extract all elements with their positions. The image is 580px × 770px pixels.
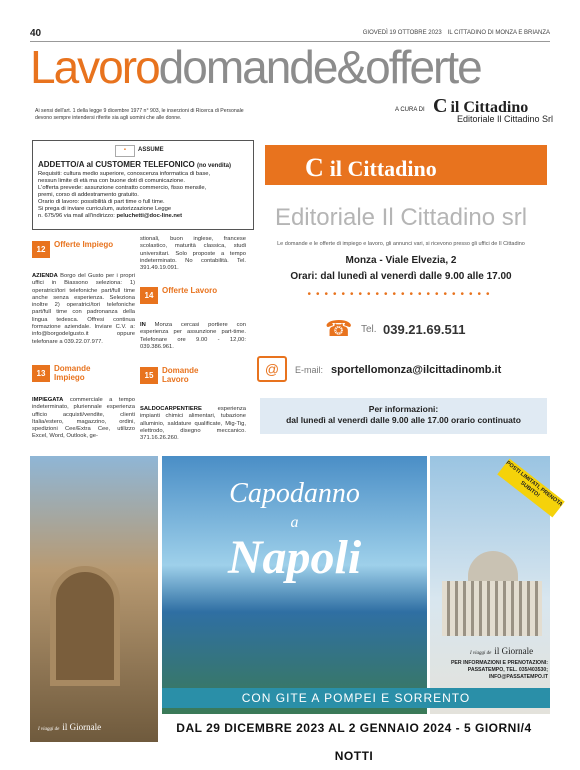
promo-description: Le domande e le offerte di impiego e lavoro, gli annunci vari, si ricevono presso gli uffici de Il Cittadino: [277, 241, 525, 247]
job-line-1: Requisiti: cultura medio superiore, conoscenza informatica di base,: [38, 171, 211, 177]
section-title: [30, 42, 555, 92]
category-13: [32, 362, 142, 384]
ad-dates: DAL 29 DICEMBRE 2023 AL 2 GENNAIO 2024 - 5 GIORNI/4 NOTTI: [158, 714, 550, 742]
brand-small: I viaggi de: [470, 651, 492, 656]
job-title: [38, 160, 248, 171]
info-title: Per informazioni:: [368, 404, 439, 414]
email-address[interactable]: sportellomonza@ilcittadinomb.it: [331, 364, 502, 376]
ad-title-napoli: Napoli: [227, 531, 362, 584]
job-line-6: Si prega di inviare curriculum, autorizzazione Legge: [38, 206, 172, 212]
pompei-photo: [30, 456, 158, 742]
ad-title: IMPIEGATA: [32, 397, 64, 403]
promo-phone: [325, 316, 535, 342]
job-line-4: premi, corso di addestramento gratuito.: [38, 192, 139, 198]
promo-location: Monza - Viale Elvezia, 2: [345, 255, 457, 266]
legal-notice: [35, 108, 365, 122]
phone-icon: ☎: [325, 316, 353, 341]
category-number: 12: [32, 241, 50, 258]
cittadino-promo: [255, 140, 547, 435]
doc-line-badge-icon: ■: [115, 145, 135, 157]
job-line-2: nessun limite di età ma con buone doti di comunicazione.: [38, 178, 185, 184]
ad-text: Borgo del Gusto per i propri uffici in Biassono seleziona: 1) operatrici/tori telefoniche part/full time anche senza esperienza. Seleziona inoltre 2) operatrici/tori telefoniche part/full time con padronanza della lingua tedesca. Offresi continua formazione aziendale. Inviare C.V. a: info@borgodelgusto.it oppure telefonare a 039.22.07.977.: [32, 273, 135, 345]
ad-text: stionali, buon inglese, francese scolastico, maturità classica, studi universitari. Solo proposte a tempo indeterminato. No contabilità. Tel. 391.49.19.091.: [140, 236, 246, 272]
job-line-7: [38, 213, 248, 220]
ad-portiere: [140, 322, 246, 351]
category-name: Domande Lavoro: [162, 366, 199, 384]
legal-line-2: devono sempre intendersi riferite sia agli uomini che alle donne.: [35, 115, 182, 121]
cittadino-c-icon: C: [305, 153, 324, 182]
ad-azienda: [32, 273, 135, 346]
ad-text: esperienza impianti chimici alimentari, tubazione alluminio, saldature qualificate, Mig-Tig, elettrodo, disegno meccanico. 371.16.26.260.: [140, 406, 246, 442]
ad-title-a: a: [290, 514, 299, 531]
ad-title: IN: [140, 322, 146, 328]
brand-name: il Giornale: [494, 646, 534, 656]
a-cura-di-block: [395, 95, 555, 125]
ad-text: commerciale a tempo indeterminato, pluriennale esperienza ufficio acquisti/vendite, clienti Italia/estero, magazzino, ordini, spedizioni Cee/Extra Cee, utilizzo Excel, Word, Outlook, ge-: [32, 397, 135, 440]
running-header: [357, 30, 550, 36]
brand-name: il Giornale: [62, 722, 102, 732]
ad-contact: [444, 660, 548, 681]
job-line-5: Orario di lavoro: possibilità di part time o full time.: [38, 199, 165, 205]
category-name: Domande Impiego: [54, 364, 91, 382]
category-number: 13: [32, 365, 50, 382]
phone-label: Tel.: [361, 324, 377, 335]
giornale-brand-right: [470, 646, 533, 656]
promo-logo-text: il Cittadino: [329, 156, 437, 181]
category-12: [32, 238, 142, 260]
category-number: 14: [140, 287, 158, 304]
promo-orange-banner: [265, 145, 547, 185]
colonnade-icon: [442, 581, 542, 636]
info-text: dal lunedì al venerdì dalle 9.00 alle 17.00 orario continuato: [286, 415, 521, 425]
travel-advertisement[interactable]: [30, 456, 564, 763]
promo-info-box: [260, 398, 547, 434]
job-title-note: (no vendita): [196, 163, 231, 169]
ad-band: CON GITE A POMPEI E SORRENTO: [162, 688, 550, 708]
category-number: 15: [140, 367, 158, 384]
job-title-text: ADDETTO/A al CUSTOMER TELEFONICO: [38, 160, 195, 169]
promo-email: [257, 356, 547, 386]
job-line-3: L'offerta prevede: assunzione contratto commercio, fisso mensile,: [38, 185, 207, 191]
issue-date: GIOVEDÌ 19 OTTOBRE 2023: [362, 30, 442, 36]
category-name: Offerte Lavoro: [162, 286, 218, 295]
brand-small: I viaggi de: [38, 727, 60, 732]
page-number: 40: [30, 28, 42, 39]
promo-company: Editoriale Il Cittadino srl: [274, 204, 528, 231]
a-cura-di-label: A CURA DI: [395, 107, 425, 113]
ad-title-capodanno: Capodanno: [229, 478, 360, 509]
promo-logo: [305, 153, 437, 183]
editoriale-subtitle: Editoriale Il Cittadino Srl: [457, 114, 554, 124]
category-name: Offerte Impiego: [54, 240, 114, 249]
contact-line-3: INFO@PASSATEMPO.IT: [488, 674, 548, 680]
job-offer-box: [32, 140, 254, 230]
giornale-brand-left: [38, 722, 101, 732]
ad-title: AZIENDA: [32, 273, 58, 279]
limited-seats-ribbon: POSTI LIMITATI, PRENOTA SUBITO!: [497, 459, 564, 518]
church-dome-icon: [468, 551, 518, 581]
contact-line-1: PER INFORMAZIONI E PRENOTAZIONI:: [450, 660, 548, 666]
job-assume-label: ASSUME: [138, 147, 164, 153]
pompei-arch-icon: [50, 566, 120, 686]
il-cittadino-logo-text: il Cittadino: [450, 99, 529, 116]
phone-number[interactable]: 039.21.69.511: [383, 322, 466, 337]
contact-line-2: PASSATEMPO, TEL. 035/403530;: [467, 667, 548, 673]
ad-title: SALDOCARPENTIERE: [140, 406, 202, 412]
publication-name: IL CITTADINO DI MONZA E BRIANZA: [447, 30, 550, 36]
napoli-photo: [162, 456, 427, 716]
legal-line-1: Ai sensi dell'art. 1 della legge 9 dicembre 1977 n° 903, le inserzioni di Ricerca di Personale: [35, 108, 244, 114]
dotted-divider: ••••••••••••••••••••••: [307, 289, 495, 300]
section-title-domande-offerte: domande&offerte: [158, 41, 481, 93]
email-icon: @: [257, 356, 287, 382]
ad-saldocarpentiere: [140, 406, 246, 442]
ad-impiegata-continued: [140, 236, 246, 272]
job-email[interactable]: peluchetti@doc-line.net: [116, 213, 183, 219]
ad-text: Monza cercasi portiere con esperienza per assunzione part-time. Telefonare ore 9.00 - 12,00: 039.386.961.: [140, 322, 246, 350]
promo-hours: Orari: dal lunedì al venerdì dalle 9.00 alle 17.00: [290, 271, 512, 282]
cittadino-c-icon: C: [433, 95, 448, 117]
email-label: E-mail:: [295, 365, 324, 375]
job-line-7-text: n. 675/96 via mail all'indirizzo:: [38, 213, 115, 219]
category-14: [140, 284, 250, 306]
category-15: [140, 364, 250, 386]
ad-impiegata: [32, 397, 135, 441]
section-title-lavoro: Lavoro: [30, 41, 159, 93]
